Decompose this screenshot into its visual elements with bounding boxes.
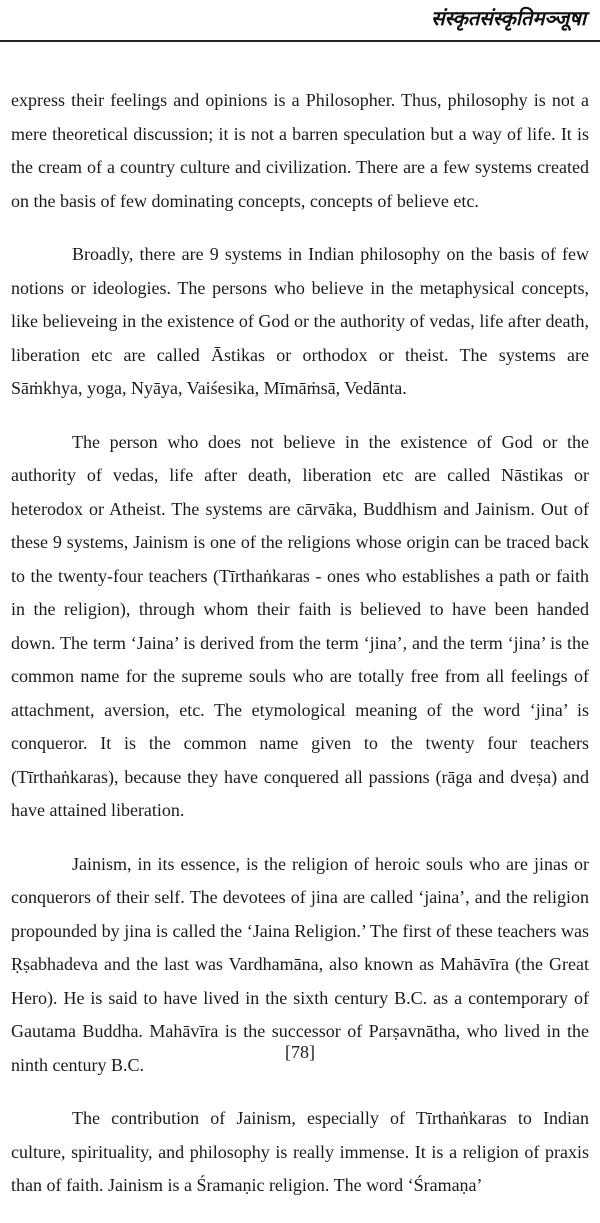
running-header: संस्कृतसंस्कृतिमञ्जूषा [431, 6, 586, 30]
paragraph-indian-philosophy-systems: Broadly, there are 9 systems in Indian philosophy on the basis of few notions or ideologies. The persons who believe in the metaphysical concepts, like believeing in the existence of God or the authority of vedas, life after death, liberation etc are called Āstikas or orthodox or theist. The systems are Sāṁkhya, yoga, Nyāya, Vaiśesika, Mīmāṁsā, Vedānta. [11, 244, 589, 398]
paragraph-jainism-essence: Jainism, in its essence, is the religion of heroic souls who are jinas or conquerors of their self. The devotees of jina are called ‘jaina’, and the religion propounded by jina is called the ‘Jaina Religion.’ The first of these teachers was Ṛṣabhadeva and the last was Vardhamāna, also known as Mahāvīra (the Great Hero). He is said to have lived in the sixth century B.C. as a contemporary of Gautama Buddha. Mahāvīra is the successor of Parṣavnātha, who lived in the ninth century B.C. [11, 853, 589, 1075]
paragraph-contribution: The contribution of Jainism, especially of Tīrthaṅkaras to Indian culture, spirituality, and philosophy is really immense. It is a religion of praxis than of faith. Jainism is a Śramaṇic religion. The word ‘Śramaṇa’ [11, 1108, 589, 1195]
paragraph-nastikas-jainism: The person who does not believe in the existence of God or the authority of vedas, life after death, liberation etc are called Nāstikas or heterodox or Atheist. The systems are cārvāka, Buddhism and Jainism. Out of these 9 systems, Jainism is one of the religions whose origin can be traced back to the twenty-four teachers (Tīrthaṅkaras - ones who establishes a path or faith in the religion), through whom their faith is believed to have been handed down. The term ‘Jaina’ is derived from the term ‘jina’, and the term ‘jina’ is the common name for the supreme souls who are totally free from all feelings of attachment, aversion, etc. The etymological meaning of the word ‘jina’ is conqueror. It is the common name given to the twenty four teachers (Tīrthaṅkaras), because they have conquered all passions (rāga and dveṣa) and have attained liberation. [11, 431, 589, 820]
paragraph-continued: express their feelings and opinions is a Philosopher. Thus, philosophy is not a mere theoretical discussion; it is not a barren speculation but a way of life. It is the cream of a country culture and civilization. There are a few systems created on the basis of few dominating concepts, concepts of believe etc. [11, 90, 589, 211]
header-rule [0, 40, 600, 42]
page-number: [78] [285, 1042, 315, 1062]
